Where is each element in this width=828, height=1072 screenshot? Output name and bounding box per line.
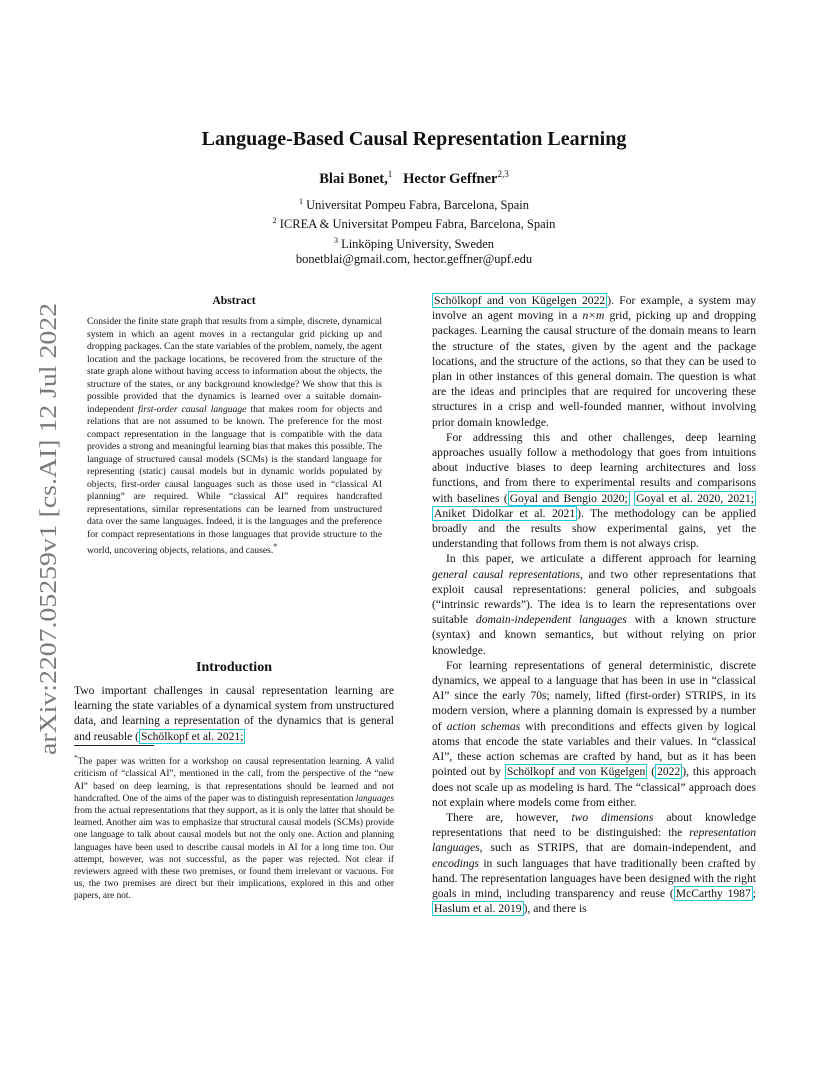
affiliation-3	[0, 233, 828, 252]
text: ), and there is	[523, 902, 587, 916]
paragraph-3	[432, 551, 756, 657]
affiliation-sup: 2	[272, 216, 277, 226]
paragraph-5: There are, however, two dimensions about knowledge representations that need to be distinguished: the representation languages, such as STRIPS, that are domain-independent, and encodings in such languages that have traditionally been crafted by hand. The representation languages have been designed with the right goals in mind, including transparency and reuse ( McCarthy 1987 ; Haslum et al. 2019 ), and there is	[432, 810, 756, 916]
introduction-heading: Introduction	[196, 660, 272, 675]
footnote-mark: *	[273, 542, 278, 551]
author-1: Blai Bonet,	[319, 170, 388, 187]
text: There are, however,	[446, 810, 572, 824]
arxiv-stamp	[22, 300, 64, 760]
emails: bonetblai@gmail.com, hector.geffner@upf.edu	[295, 252, 533, 267]
abstract-emphasis: first-order causal language	[137, 403, 247, 415]
emphasis: representation languages	[432, 826, 756, 855]
author-1-sup: 1	[387, 169, 393, 179]
citation-link[interactable]: Goyal et al. 2020, 2021;	[636, 491, 754, 505]
math-expression: n×m	[582, 309, 605, 323]
text: For addressing this and other challenges, deep learning approaches usually follow a methodology that goes from intuitions about inductive biases to deep learning architectures and loss functions, and from there to experimental results and comparisons with baselines (	[432, 430, 756, 505]
text: In this paper, we articulate a different approach for learning	[446, 552, 756, 566]
citation-link[interactable]: Schölkopf and von Kügelgen	[506, 765, 646, 779]
arxiv-stamp-text: arXiv:2207.05259v1 [cs.AI] 12 Jul 2022	[36, 364, 62, 755]
abstract-heading: Abstract	[212, 294, 256, 307]
affiliation-1	[0, 194, 828, 213]
footnote-mark: *	[74, 753, 78, 762]
emphasis: encodings	[432, 856, 480, 870]
abstract-text-1: Consider the finite state graph that results from a simple, discrete, dynamical system in which an agent moves in a rectangular grid picking up and dropping packages. Can the state variables of the problem, namely, the agent location and the package locations, be recovered from the structure of the state graph alone without having access to information about the objects, the structure of the states, or any background knowledge? We show that this is possible provided that the dynamics is learned over a suitable domain-independent	[87, 316, 382, 415]
affiliation-text: Linköping University, Sweden	[337, 236, 495, 251]
affiliation-2	[0, 213, 828, 232]
paragraph-1	[432, 293, 756, 430]
authors	[0, 169, 828, 188]
footnote-rule	[74, 745, 154, 746]
text: with preconditions and effects given by logical atoms that encode the state variables and their values. In “classical AI”, these action schemas are crafted by hand, but as it has been pointed out by	[432, 719, 756, 779]
footnote-text-2: from the actual representations that they support, as it is only the latter that should be learned. Another aim was to emphasize that structural causal models (SCMs) provide one language to talk about causal models but not the only one. Action and planning languages have been used to describe causal models in AI for a long time too. Our attempt, however, was not successful, as the paper was rejected. Not clear if reviewers agreed with these two premises, or found them irrelevant or vacuous. For us, the two premises are direct but their implications, explored in this and other papers, are not.	[74, 805, 394, 902]
introduction-text	[74, 683, 394, 744]
citation-link[interactable]: Schölkopf and von Kügelgen 2022	[434, 294, 606, 307]
affiliation-sup: 3	[333, 235, 338, 245]
footnote-text-1: The paper was written for a workshop on causal representation learning. A valid criticism of “classical AI”, mentioned in the call, from the perspective of the “new AI” based on deep learning, is that representations should be learned and not handcrafted. One of the aims of the paper was to distinguish representation	[74, 757, 394, 804]
author-2-sup: 2,3	[497, 169, 509, 179]
citation-link[interactable]: Haslum et al. 2019	[434, 902, 522, 916]
paragraph-4: For learning representations of general deterministic, discrete dynamics, we appeal to a language that has been in use in “classical AI” since the early 70s; namely, lifted (first-order) STRIPS, in its modern version, where a planning domain is expressed by a number of action schemas with preconditions and effects given by logical atoms that encode the state variables and their values. In “classical AI”, these action schemas are crafted by hand, but as it has been pointed out by Schölkopf and von Kügelgen ( 2022 ), this approach does not scale up as modeling is hard. The “classical” approach does not explain where models come from either.	[432, 658, 756, 809]
citation-link[interactable]: 2022	[657, 765, 681, 779]
citation-link[interactable]: Schölkopf et al. 2021;	[141, 729, 244, 743]
text: , and two other representations that exploit causal representations: general policies, and subgoals (“intrinsic rewards”). The idea is to learn the representations over suitable	[432, 567, 756, 627]
text: grid, picking up and dropping packages. Learning the causal structure of the domain means to learn the structure of the states, given by the agent and the package locations, and the structure of the actions, so that they can be used to plan in other instances of this general domain. The question is what are the ideas and principles that are required for uncovering these structures in a crisp and well-founded manner, without involving prior domain knowledge.	[432, 309, 756, 429]
text: ). The methodology can be applied broadly and the results show experimental gains, yet the understanding that follows from them is not always crisp.	[432, 506, 756, 551]
right-column	[432, 293, 756, 916]
author-2: Hector Geffner	[403, 170, 498, 187]
text: For learning representations of general deterministic, discrete dynamics, we appeal to a language that has been in use in “classical AI” since the early 70s; namely, lifted (first-order) STRIPS, in its modern version, where a planning domain is expressed by a number of	[432, 658, 756, 733]
intro-paragraph: Two important challenges in causal representation learning are learning the state variables of a dynamical system from unstructured data, and learning a representation of the dynamics that is general and reusable (	[74, 684, 394, 743]
citation-link[interactable]: McCarthy 1987	[675, 886, 751, 900]
affiliations	[0, 194, 828, 267]
abstract-body	[87, 316, 382, 558]
footnote-emphasis: languages	[355, 793, 394, 804]
affiliation-text: Universitat Pompeu Fabra, Barcelona, Spain	[303, 198, 529, 213]
abstract-text-2: that makes room for objects and relations that are not assumed to be known. The preference for the most compact representation in the language that is compatible with the data provides a strong and meaningful learning bias that makes this possible. The language of structured causal models (SCMs) is the standard language for representing (static) causal models but in dynamic worlds populated by objects, first-order causal languages such as those used in “classical AI planning” are required. While “classical AI” requires handcrafted representations, similar representations can be learned from unstructured data over the same languages. Indeed, it is the languages and the preference for compact representations in those languages that provide structure to the world, uncovering objects, relations, and causes.	[87, 403, 383, 557]
footnote	[74, 752, 394, 903]
text: ). For example, a system may involve an agent moving in a	[432, 294, 756, 323]
text: ), this approach does not scale up as modeling is hard. The “classical” approach does not explain where models come from either.	[432, 765, 756, 809]
text: in such languages that have traditionally been crafted by hand. The representation languages have been designed with the right goals in mind, including transparency and reuse (	[432, 856, 756, 900]
text: with a known structure (syntax) and known semantics, but without relying on prior knowledge.	[432, 613, 756, 657]
affiliation-sup: 1	[299, 197, 303, 206]
emphasis: two dimensions	[571, 810, 654, 824]
paper-title: Language-Based Causal Representation Learning	[201, 128, 627, 150]
emphasis: action schemas	[446, 719, 521, 733]
citation-link[interactable]: Aniket Didolkar et al. 2021	[434, 506, 576, 520]
citation-link[interactable]: Goyal and Bengio 2020;	[509, 491, 628, 505]
text: , such as STRIPS, that are domain-independent, and	[479, 841, 756, 855]
emphasis: domain-independent languages	[475, 613, 627, 627]
paragraph-2	[432, 430, 756, 552]
text: about knowledge representations that need to be distinguished: the	[432, 810, 756, 840]
affiliation-text: ICREA & Universitat Pompeu Fabra, Barcelona, Spain	[276, 217, 556, 232]
emphasis: general causal representations	[432, 567, 580, 581]
